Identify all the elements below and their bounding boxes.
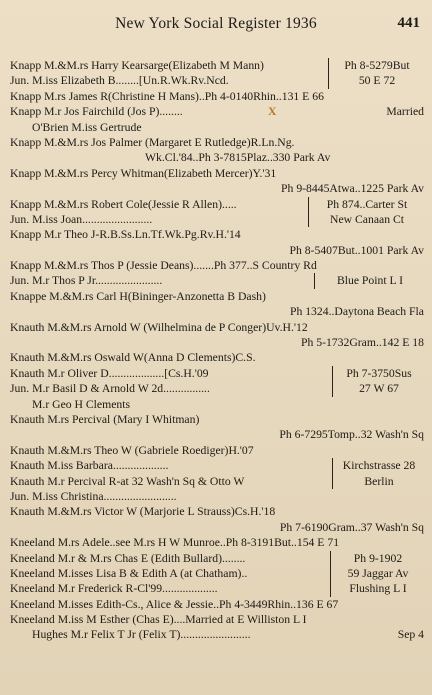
register-entries [10, 58, 424, 643]
entry-left: Knauth M.&M.rs Oswald W(Anna D Clements)C.S. [10, 351, 256, 365]
entry-row [10, 335, 424, 350]
entry-right: Kirchstrasse 28 [332, 458, 424, 473]
entry-row [10, 58, 424, 73]
entry-left: Jun. M.iss Christina......................... [10, 489, 177, 503]
entry-row [10, 181, 424, 196]
entry-row [10, 120, 424, 135]
entry-row [10, 89, 424, 104]
entry-right: 50 E 72 [328, 73, 424, 88]
entry-left: Kneeland M.isses Edith-Cs., Alice & Jessie..Ph 4-3449Rhin..136 E 67 [10, 597, 339, 611]
entry-right: Ph 8-5407But..1001 Park Av [289, 243, 424, 257]
entry-left: Knauth M.r Percival R-at 32 Wash'n Sq & Otto W [10, 474, 245, 488]
entry-left: Wk.Cl.'84..Ph 3-7815Plaz..330 Park Av [145, 151, 331, 165]
entry-row [10, 566, 424, 581]
entry-left: Kneeland M.r Frederick R-Cl'99................... [10, 582, 218, 596]
entry-left: Knapp M.&M.rs Robert Cole(Jessie R Allen)..... [10, 197, 237, 211]
entry-right: Ph 7-3750Sus [332, 366, 424, 381]
entry-row [10, 212, 424, 227]
entry-row [10, 166, 424, 181]
entry-right: Ph 874..Carter St [308, 197, 424, 212]
entry-left: Knapp M.&M.rs Jos Palmer (Margaret E Rutledge)R.Ln.Ng. [10, 135, 295, 149]
annotation-mark: X [268, 105, 277, 119]
entry-right: Blue Point L I [314, 273, 424, 288]
entry-row [10, 135, 424, 150]
entry-left: Knauth M.&M.rs Theo W (Gabriele Roediger)H.'07 [10, 443, 254, 457]
entry-left: Jun. M.r Thos P Jr....................... [10, 274, 163, 288]
entry-right: 59 Jaggar Av [330, 566, 424, 581]
entry-right: Berlin [332, 474, 424, 489]
entry-row [10, 381, 424, 396]
entry-left: Knapp M.rs James R(Christine H Mans)..Ph 4-0140Rhin..131 E 66 [10, 89, 324, 103]
entry-left: Knapp M.r Jos Fairchild (Jos P)........ [10, 105, 183, 119]
entry-left: Jun. M.iss Joan........................ [10, 212, 153, 226]
entry-row [10, 397, 424, 412]
entry-row [10, 304, 424, 319]
entry-left: O'Brien M.iss Gertrude [32, 120, 142, 134]
entry-row [10, 504, 424, 519]
page-header [0, 15, 432, 39]
entry-row [10, 474, 424, 489]
entry-left: Knauth M.iss Barbara................... [10, 459, 169, 473]
entry-left: Kneeland M.iss M Esther (Chas E)....Married at E Williston L I [10, 613, 307, 627]
entry-row [10, 258, 424, 273]
entry-left: Knapp M.&M.rs Harry Kearsarge(Elizabeth M Mann) [10, 59, 264, 72]
entry-left: Kneeland M.rs Adele..see M.rs H W Munroe..Ph 8-3191But..154 E 71 [10, 536, 340, 550]
entry-right: Ph 9-1902 [330, 551, 424, 566]
entry-left: M.r Geo H Clements [32, 397, 131, 411]
entry-row [10, 581, 424, 596]
entry-left: Kneeland M.isses Lisa B & Edith A (at Chatham).. [10, 566, 248, 580]
entry-row [10, 427, 424, 442]
entry-row [10, 597, 424, 612]
entry-right: Ph 5-1732Gram..142 E 18 [300, 336, 424, 350]
entry-left: Jun. M.iss Elizabeth B........[Un.R.Wk.Rv.Ncd. [10, 74, 229, 88]
entry-left: Knapp M.&M.rs Percy Whitman(Elizabeth Mercer)Y.'31 [10, 166, 277, 180]
entry-row [10, 197, 424, 212]
entry-left: Knauth M.&M.rs Arnold W (Wilhelmina de P Conger)Uv.H.'12 [10, 320, 308, 334]
entry-row [10, 627, 424, 642]
entry-row [10, 412, 424, 427]
entry-row [10, 366, 424, 381]
entry-left: Jun. M.r Basil D & Arnold W 2d................ [10, 382, 210, 396]
entry-row [10, 104, 424, 119]
entry-left: Knapp M.r Theo J-R.B.Ss.Ln.Tf.Wk.Pg.Rv.H.'14 [10, 228, 241, 242]
entry-right: 27 W 67 [332, 381, 424, 396]
entry-row [10, 551, 424, 566]
page-number: 441 [397, 15, 420, 31]
entry-left: Knauth M.&M.rs Victor W (Marjorie L Strauss)Cs.H.'18 [10, 505, 276, 519]
entry-row [10, 458, 424, 473]
page-title: New York Social Register 1936 [115, 15, 317, 32]
entry-right: Sep 4 [397, 628, 424, 642]
entry-row [10, 535, 424, 550]
entry-left: Knapp M.&M.rs Thos P (Jessie Deans).......Ph 377..S Country Rd [10, 259, 317, 273]
entry-right: Ph 7-6190Gram..37 Wash'n Sq [279, 520, 424, 534]
entry-row [10, 612, 424, 627]
entry-row [10, 243, 424, 258]
entry-right: Flushing L I [330, 581, 424, 596]
entry-right: Ph 6-7295Tomp..32 Wash'n Sq [279, 428, 424, 442]
entry-right: Ph 8-5279But [328, 58, 424, 73]
entry-row [10, 73, 424, 88]
entry-row [10, 489, 424, 504]
entry-row [10, 150, 424, 165]
entry-row [10, 273, 424, 288]
entry-right: Ph 1324..Daytona Beach Fla [289, 305, 424, 319]
entry-left: Knauth M.rs Percival (Mary I Whitman) [10, 412, 200, 426]
entry-right: Married [386, 105, 424, 119]
entry-right: New Canaan Ct [308, 212, 424, 227]
entry-row [10, 320, 424, 335]
entry-row [10, 443, 424, 458]
entry-left: Hughes M.r Felix T Jr (Felix T)........................ [32, 628, 251, 642]
entry-left: Knappe M.&M.rs Carl H(Bininger-Anzonetta B Dash) [10, 289, 266, 303]
entry-row [10, 520, 424, 535]
entry-row [10, 350, 424, 365]
entry-left: Knauth M.r Oliver D...................[Cs.H.'09 [10, 366, 209, 380]
entry-row [10, 227, 424, 242]
entry-row [10, 289, 424, 304]
entry-left: Kneeland M.r & M.rs Chas E (Edith Bullard)........ [10, 551, 246, 565]
entry-right: Ph 9-8445Atwa..1225 Park Av [281, 182, 424, 196]
